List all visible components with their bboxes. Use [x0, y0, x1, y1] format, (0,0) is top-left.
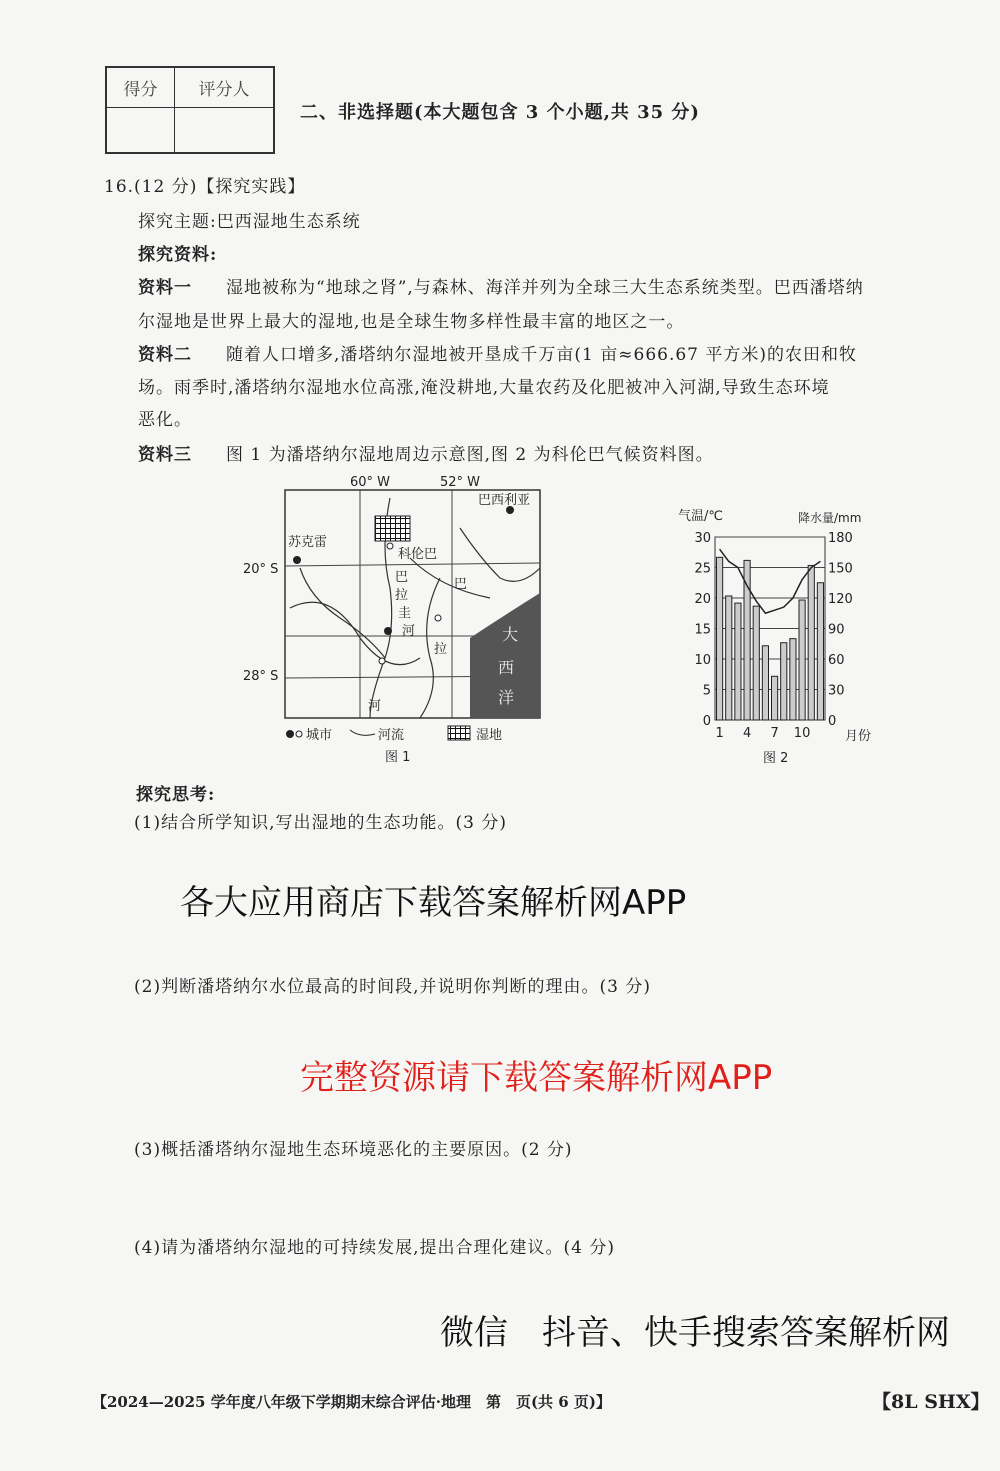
- figure2-caption: 图 2: [763, 751, 789, 766]
- y-tick-left: 25: [694, 561, 711, 577]
- city-label-brasilia: 巴西利亚: [478, 493, 531, 508]
- latitude-label: 28° S: [243, 669, 279, 684]
- city-label-sucre: 苏克雷: [288, 535, 328, 550]
- material1-text: 湿地被称为“地球之肾”,与森林、海洋并列为全球三大生态系统类型。巴西潘塔纳: [226, 278, 864, 298]
- score-header: 得分: [106, 67, 174, 107]
- legend-wetland-label: 湿地: [476, 728, 503, 743]
- y-tick-left: 30: [694, 531, 711, 546]
- river-label: 巴: [395, 570, 409, 585]
- city-corumba-icon: [387, 543, 393, 549]
- ocean-label: 洋: [498, 688, 515, 707]
- y-tick-left: 10: [694, 653, 711, 668]
- precipitation-bar: [717, 557, 723, 720]
- thinking-label: 探究思考:: [136, 785, 216, 805]
- latitude-label: 20° S: [243, 562, 279, 577]
- y-tick-left: 5: [702, 683, 711, 699]
- longitude-label: 60° W: [350, 475, 391, 490]
- y-tick-right: 180: [828, 531, 853, 546]
- city-icon: [384, 627, 392, 635]
- material1-label: 资料一: [138, 278, 192, 298]
- x-tick: 4: [742, 726, 752, 741]
- y-tick-right: 0: [828, 714, 837, 729]
- y-tick-right: 120: [828, 592, 853, 607]
- precipitation-bar: [781, 643, 787, 720]
- river-label: 巴: [454, 577, 468, 592]
- material1-text: 尔湿地是世界上最大的湿地,也是全球生物多样性最丰富的地区之一。: [138, 312, 685, 332]
- section-title: 二、非选择题(本大题包含 3 个小题,共 35 分): [300, 102, 700, 123]
- y-tick-left: 0: [702, 714, 711, 729]
- wetland-area: [375, 516, 410, 541]
- precipitation-bar: [790, 639, 796, 720]
- watermark: 微信 抖音、快手搜索答案解析网: [440, 1313, 950, 1353]
- grader-cell: [174, 107, 274, 153]
- city-icon: [435, 615, 441, 621]
- precipitation-bar: [817, 583, 823, 720]
- sub-question-2: (2)判断潘塔纳尔水位最高的时间段,并说明你判断的理由。(3 分): [134, 977, 651, 997]
- legend-wetland-icon: [448, 726, 470, 740]
- precipitation-bar: [799, 600, 805, 720]
- y-tick-right: 30: [828, 683, 845, 699]
- score-table: [105, 66, 275, 154]
- longitude-label: 52° W: [440, 475, 481, 490]
- sub-question-1: (1)结合所学知识,写出湿地的生态功能。(3 分): [134, 813, 507, 833]
- watermark: 各大应用商店下载答案解析网APP: [180, 883, 687, 923]
- materials-label: 探究资料:: [138, 245, 218, 265]
- precipitation-bar: [753, 606, 759, 720]
- legend-city-icon: [286, 730, 294, 738]
- city-icon: [379, 658, 385, 664]
- footer-info: 【2024—2025 学年度八年级下学期期末综合评估·地理 第 页(共 6 页)】: [92, 1393, 612, 1411]
- question-header: 16.(12 分)【探究实践】: [104, 177, 306, 197]
- river-label: 拉: [395, 588, 409, 603]
- climate-chart: [670, 500, 900, 770]
- figure1-caption: 图 1: [385, 750, 411, 765]
- precipitation-bar: [772, 676, 778, 720]
- city-label-corumba: 科伦巴: [398, 547, 438, 562]
- sub-question-3: (3)概括潘塔纳尔湿地生态环境恶化的主要原因。(2 分): [134, 1140, 573, 1160]
- score-cell: [106, 107, 174, 153]
- y-tick-right: 150: [828, 561, 853, 577]
- theme: 探究主题:巴西湿地生态系统: [138, 212, 361, 232]
- material2-label: 资料二: [138, 345, 192, 365]
- map-figure: [240, 468, 560, 768]
- material2-text: 恶化。: [138, 410, 192, 430]
- river-label: 河: [368, 699, 382, 714]
- ocean-label: 西: [498, 658, 515, 677]
- grader-header: 评分人: [174, 67, 274, 107]
- city-sucre-icon: [293, 556, 301, 564]
- river-label: 河: [402, 624, 416, 639]
- footer-code: 【8L SHX】: [872, 1391, 990, 1413]
- precipitation-bar: [726, 596, 732, 720]
- watermark: 完整资源请下载答案解析网APP: [300, 1058, 773, 1098]
- sub-question-4: (4)请为潘塔纳尔湿地的可持续发展,提出合理化建议。(4 分): [134, 1238, 615, 1258]
- y-tick-left: 20: [694, 592, 711, 607]
- precipitation-bar: [762, 646, 768, 720]
- y-axis-right-label: 降水量/mm: [798, 511, 862, 525]
- legend-river-label: 河流: [378, 728, 405, 743]
- legend-city-label: 城市: [306, 728, 333, 743]
- y-tick-right: 90: [828, 622, 845, 638]
- y-tick-left: 15: [694, 622, 711, 638]
- precipitation-bar: [808, 565, 814, 720]
- x-tick: 1: [715, 726, 724, 741]
- material2-text: 场。雨季时,潘塔纳尔湿地水位高涨,淹没耕地,大量农药及化肥被冲入河湖,导致生态环境: [138, 378, 830, 398]
- material3-text: 图 1 为潘塔纳尔湿地周边示意图,图 2 为科伦巴气候资料图。: [226, 445, 714, 465]
- river-label: 拉: [434, 642, 448, 657]
- x-axis-label: 月份: [845, 729, 872, 744]
- precipitation-bar: [735, 603, 741, 720]
- river-label: 圭: [398, 606, 412, 621]
- ocean-label: 大: [502, 625, 519, 644]
- y-axis-left-label: 气温/℃: [678, 509, 723, 524]
- x-tick: 10: [793, 726, 811, 741]
- x-tick: 7: [770, 726, 779, 741]
- y-tick-right: 60: [828, 653, 845, 668]
- material2-text: 随着人口增多,潘塔纳尔湿地被开垦成千万亩(1 亩≈666.67 平方米)的农田和牧: [226, 345, 858, 365]
- material3-label: 资料三: [138, 445, 192, 465]
- legend-river-icon: [350, 730, 375, 735]
